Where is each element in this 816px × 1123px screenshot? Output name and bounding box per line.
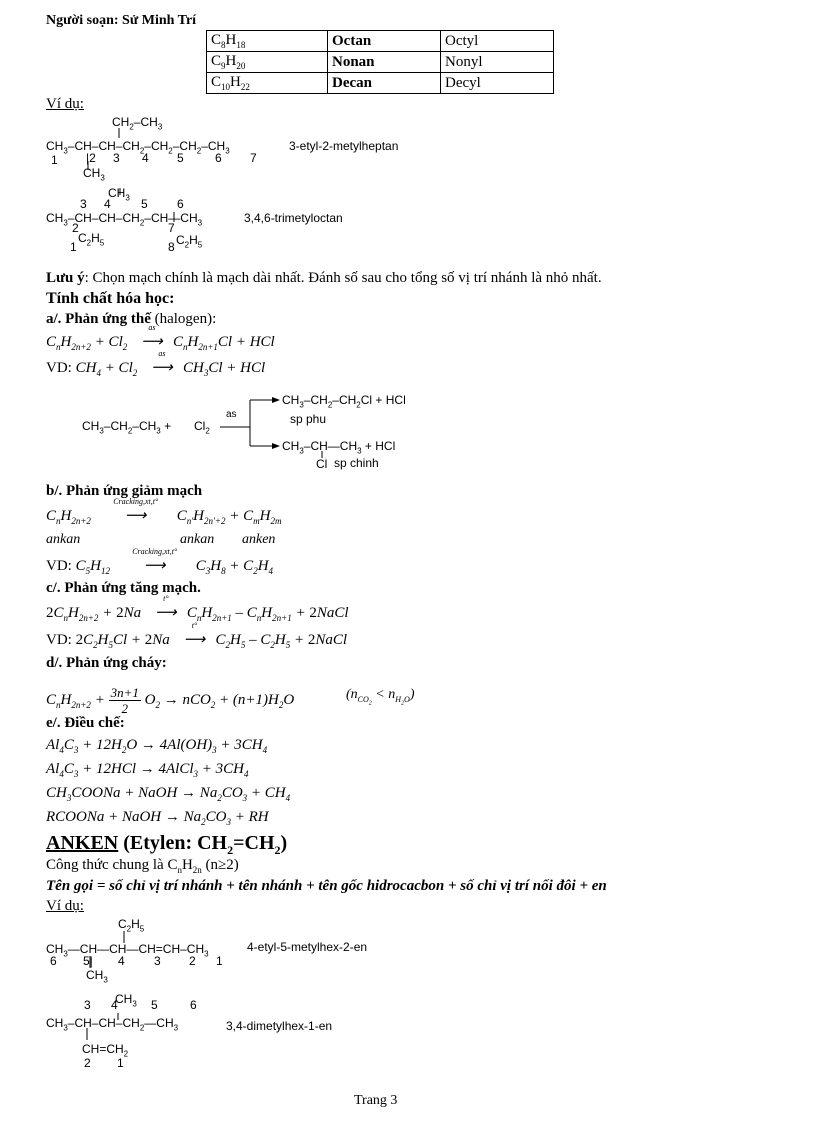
anken-ex1-branch: $C_2H_5$: [118, 917, 145, 934]
reaction-condition: as: [226, 409, 237, 420]
product-2-cl: Cl: [316, 457, 328, 471]
ex1-num: 7: [250, 151, 257, 165]
anken-title: ANKEN (Etylen: $CH_2=CH_2$): [46, 832, 288, 857]
mole-ratio: $(n_{CO_2} < n_{H_2O})$: [346, 687, 415, 707]
example-heading: Ví dụ:: [46, 96, 84, 112]
section-d-heading: d/. Phản ứng cháy:: [46, 655, 167, 671]
anken-ex1-main-chain: $CH_3—CH—CH—CH=CH-CH_3$: [46, 942, 209, 959]
ex1-branch: $CH_2-CH_3$: [112, 115, 163, 132]
anken-ex1-num: 6: [50, 954, 57, 968]
formula-cell: $C_9H_{20}$: [207, 52, 328, 73]
ex1-name: 3-etyl-2-metylheptan: [289, 139, 399, 153]
prep-eq: RCOONa + NaOH → $Na_2CO_3$ + RH: [46, 809, 269, 827]
formula-cell: $C_8H_{18}$: [207, 31, 328, 52]
radical-cell: Decyl: [441, 73, 554, 94]
section-a-eq2: VD: $CH_4 + Cl_2$ as ⟶ $CH_3Cl$ + HCl: [46, 349, 266, 378]
reaction-condition: t°: [163, 594, 169, 603]
reaction-condition: as: [148, 323, 156, 332]
anken-ex2-num: 5: [151, 998, 158, 1012]
ex2-top-methyl: $CH_3$: [108, 186, 130, 203]
ex1-num: 3: [113, 151, 120, 165]
product-1-note: sp phu: [290, 412, 327, 426]
radical-cell: Octyl: [441, 31, 554, 52]
propane: $CH_3-CH_2-CH_3$ +: [82, 419, 172, 436]
reaction-condition: Cracking,xt,t°: [113, 497, 159, 506]
ex2-name: 3,4,6-trimetyloctan: [244, 211, 343, 225]
ex2-ethyl-right: $C_2H_5$: [176, 233, 203, 250]
example-heading: Ví dụ:: [46, 898, 84, 914]
anken-naming-rule: Tên gọi = số chỉ vị trí nhánh + tên nhánh + tên gốc hidrocacbon + số chỉ vị trí nối đôi + en: [46, 878, 607, 894]
section-a-title: a/. Phản ứng thế: [46, 311, 151, 327]
ex2-num: 3: [80, 197, 87, 211]
author-line: Người soạn: Sử Minh Trí: [46, 13, 197, 28]
anken-ex2-vinyl: $CH=CH_2$: [82, 1042, 129, 1059]
anken-ex2-num: 1: [117, 1056, 124, 1070]
ex1-main-chain: $CH_3-CH-CH-CH_2-CH_2-CH_2-CH_3$: [46, 139, 230, 156]
anken-label: anken: [242, 532, 276, 547]
name-cell: Decan: [328, 73, 441, 94]
anken-ex2-num: 6: [190, 998, 197, 1012]
anken-title-word: ANKEN: [46, 832, 119, 854]
anken-ex2-main-chain: $CH_3-CH-CH-CH_2—CH_3$: [46, 1016, 179, 1033]
anken-general-formula: Công thức chung là $C_nH_{2n}$ (n≥2): [46, 857, 239, 875]
ankan-label: ankan: [46, 532, 81, 547]
product-2-note: sp chinh: [334, 456, 379, 470]
vd-label: VD:: [46, 558, 72, 574]
product-1: $CH_3-CH_2-CH_2Cl$ + HCl: [282, 393, 406, 410]
chem-props-heading: Tính chất hóa học:: [46, 290, 175, 307]
ex1-num: 4: [142, 151, 149, 165]
prep-eq: $CH_3COONa$ + NaOH → $Na_2CO_3 + CH_4$: [46, 785, 291, 803]
section-a-subtitle: (halogen):: [150, 311, 217, 327]
anken-ex1-num: 3: [154, 954, 161, 968]
name-cell: Nonan: [328, 52, 441, 73]
ex1-num: 5: [177, 151, 184, 165]
ex1-num: 6: [215, 151, 222, 165]
product-2: $CH_3-CH—CH_3$ + HCl: [282, 439, 396, 456]
reaction-condition: Cracking,xt,t°: [132, 547, 178, 556]
prep-eq: $Al_4C_3 + 12HCl$ → 4AlCl$_3$ + $3CH_4$: [46, 761, 249, 779]
section-b-eq2: VD: $C_5H_{12}$ Cracking,xt,t° ⟶ $C_3H_8 + C_2H_4$: [46, 547, 274, 576]
reaction-condition: as: [158, 349, 166, 358]
anken-ex2-top-methyl: $CH_3$: [115, 992, 137, 1009]
note-label: Lưu ý: [46, 270, 85, 286]
anken-ex1-num: 4: [118, 954, 125, 968]
section-c-heading: c/. Phản ứng tăng mạch.: [46, 580, 201, 596]
vd-label: VD:: [46, 632, 72, 648]
ex2-num: 8: [168, 240, 175, 254]
anken-ex1-num: 2: [189, 954, 196, 968]
ex2-main-chain: $CH_3-CH-CH-CH_2-CH—CH_3$: [46, 211, 203, 228]
note-text: : Chọn mạch chính là mạch dài nhất. Đánh số sau cho tổng số vị trí nhánh là nhỏ nhất.: [84, 270, 602, 286]
section-d-eq: $C_nH_{2n+2}$ + $\frac{3n+1}{2}$ $O_2 \to nCO_2 + (n+1)H_2O$: [46, 685, 295, 716]
name-cell: Octan: [328, 31, 441, 52]
anken-ex2-num: 3: [84, 998, 91, 1012]
section-c-eq1: $2C_nH_{2n+2} + 2Na$ t° ⟶ $C_nH_{2n+1} - C_nH_{2n+1}$ + 2NaCl: [46, 594, 349, 623]
anken-ex1-name: 4-etyl-5-metylhex-2-en: [247, 940, 368, 954]
anken-ex1-num: 5|: [83, 954, 93, 968]
ankan-label: ankan: [180, 532, 215, 547]
section-e-heading: e/. Điều chế:: [46, 715, 125, 731]
anken-ex1-methyl: $CH_3$: [86, 968, 108, 985]
page-number: Trang 3: [354, 1093, 398, 1108]
reaction-condition: t°: [191, 621, 198, 630]
anken-ex2-name: 3,4-dimetylhex-1-en: [226, 1019, 333, 1033]
section-c-eq2: VD: $2C_2H_5Cl + 2Na$ t° ⟶ $C_2H_5 - C_2H_5$ + 2NaCl: [46, 621, 348, 650]
ex2-num: 1: [70, 240, 77, 254]
formula-cell: $C_{10}H_{22}$: [207, 73, 328, 94]
ex2-num: 5: [141, 197, 148, 211]
radical-cell: Nonyl: [441, 52, 554, 73]
prep-eq: $Al_4C_3 + 12H_2O \to 4Al(OH)_3 + 3CH_4$: [46, 737, 268, 755]
ex2-num: 4: [104, 197, 111, 211]
vd-label: VD:: [46, 360, 72, 376]
ex1-methyl: $CH_3$: [83, 166, 105, 183]
ex2-num: 7: [168, 221, 175, 235]
ex1-num: |2: [86, 151, 96, 165]
ex2-ethyl-left: $C_2H_5$: [78, 231, 105, 248]
section-b-eq1: $C_nH_{2n+2}$ Cracking,xt,t° ⟶ $C_{n'}H_{2n'+2} + C_mH_{2m}$: [46, 497, 282, 526]
ex2-num: 2: [72, 221, 79, 235]
chlorine: $Cl_2$: [194, 419, 210, 436]
ex1-num: 1: [51, 153, 58, 167]
anken-ex2-num: 2: [84, 1056, 91, 1070]
ex2-num: 6: [177, 197, 184, 211]
section-b-heading: b/. Phản ứng giảm mạch: [46, 483, 203, 499]
anken-ex2-num: 4: [111, 998, 118, 1012]
anken-ex1-num: 1: [216, 954, 223, 968]
section-a-eq1: $C_nH_{2n+2} + Cl_2$ as ⟶ $C_nH_{2n+1}Cl$ + HCl: [46, 323, 275, 352]
